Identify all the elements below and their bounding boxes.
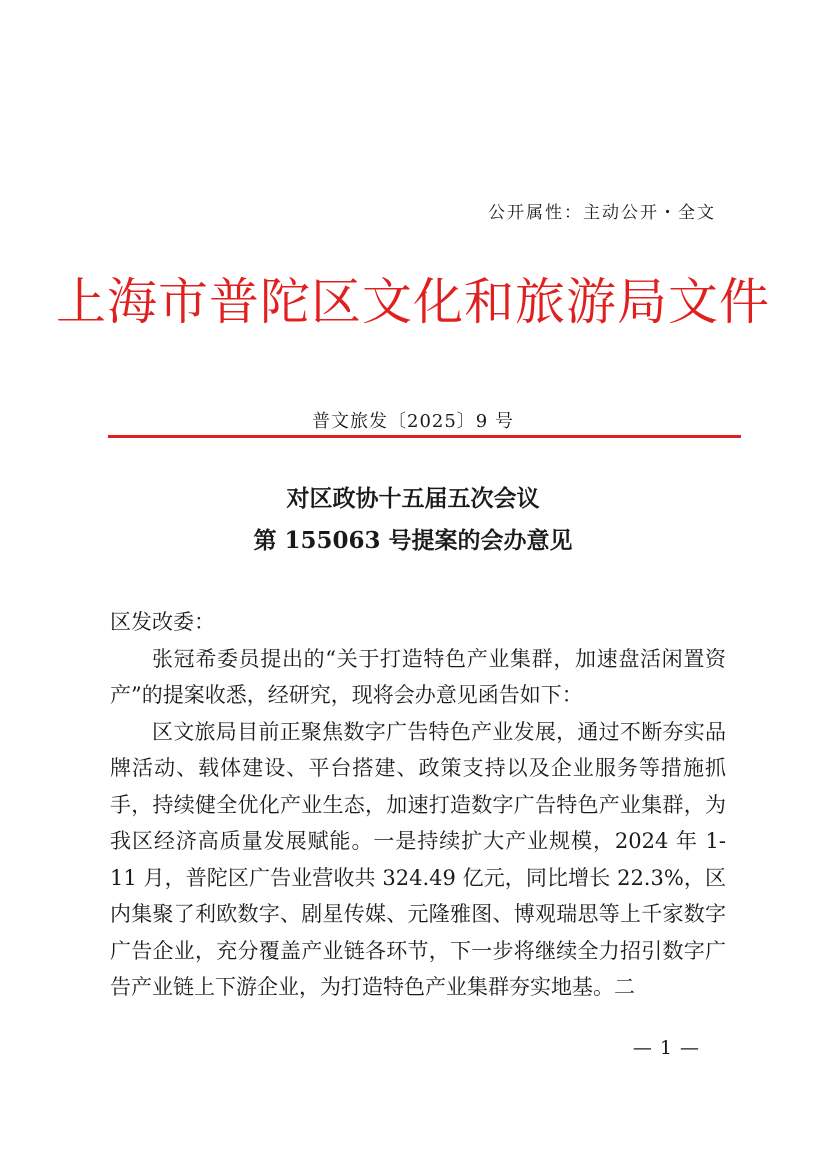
body-paragraph-2: 区文旅局目前正聚焦数字广告特色产业发展，通过不断夯实品牌活动、载体建设、平台搭建、政策支持以及企业服务等措施抓手，持续健全优化产业生态，加速打造数字广告特色产业集群，为我区经济高质量发展赋能。一是持续扩大产业规模，2024 年 1-11 月，普陀区广告业营收共 324.49 亿元，同比增长 22.3%，区内集聚了利欧数字、剧星传媒、元隆雅图、博观瑞思等上千家数字广告企业，充分覆盖产业链各环节，下一步将继续全力招引数字广告产业链上下游企业，为打造特色产业集群夯实地基。二	[110, 719, 726, 999]
issuing-organization-header: 上海市普陀区文化和旅游局文件	[56, 273, 770, 331]
title-line-2: 第 155063 号提案的会办意见	[253, 527, 573, 554]
title-line-1: 对区政协十五届五次会议	[286, 485, 540, 512]
red-divider-line	[108, 435, 741, 438]
document-number: 普文旅发〔2025〕9 号	[312, 411, 514, 432]
document-title	[0, 478, 826, 562]
page-number: — 1 —	[632, 1037, 700, 1059]
body-paragraph-1: 张冠希委员提出的“关于打造特色产业集群，加速盘活闲置资产”的提案收悉，经研究，现将会办意见函告如下：	[110, 646, 726, 707]
addressee: 区发改委：	[110, 610, 215, 634]
document-body	[110, 604, 726, 1006]
disclosure-attribute: 公开属性：主动公开・全文	[488, 203, 716, 223]
